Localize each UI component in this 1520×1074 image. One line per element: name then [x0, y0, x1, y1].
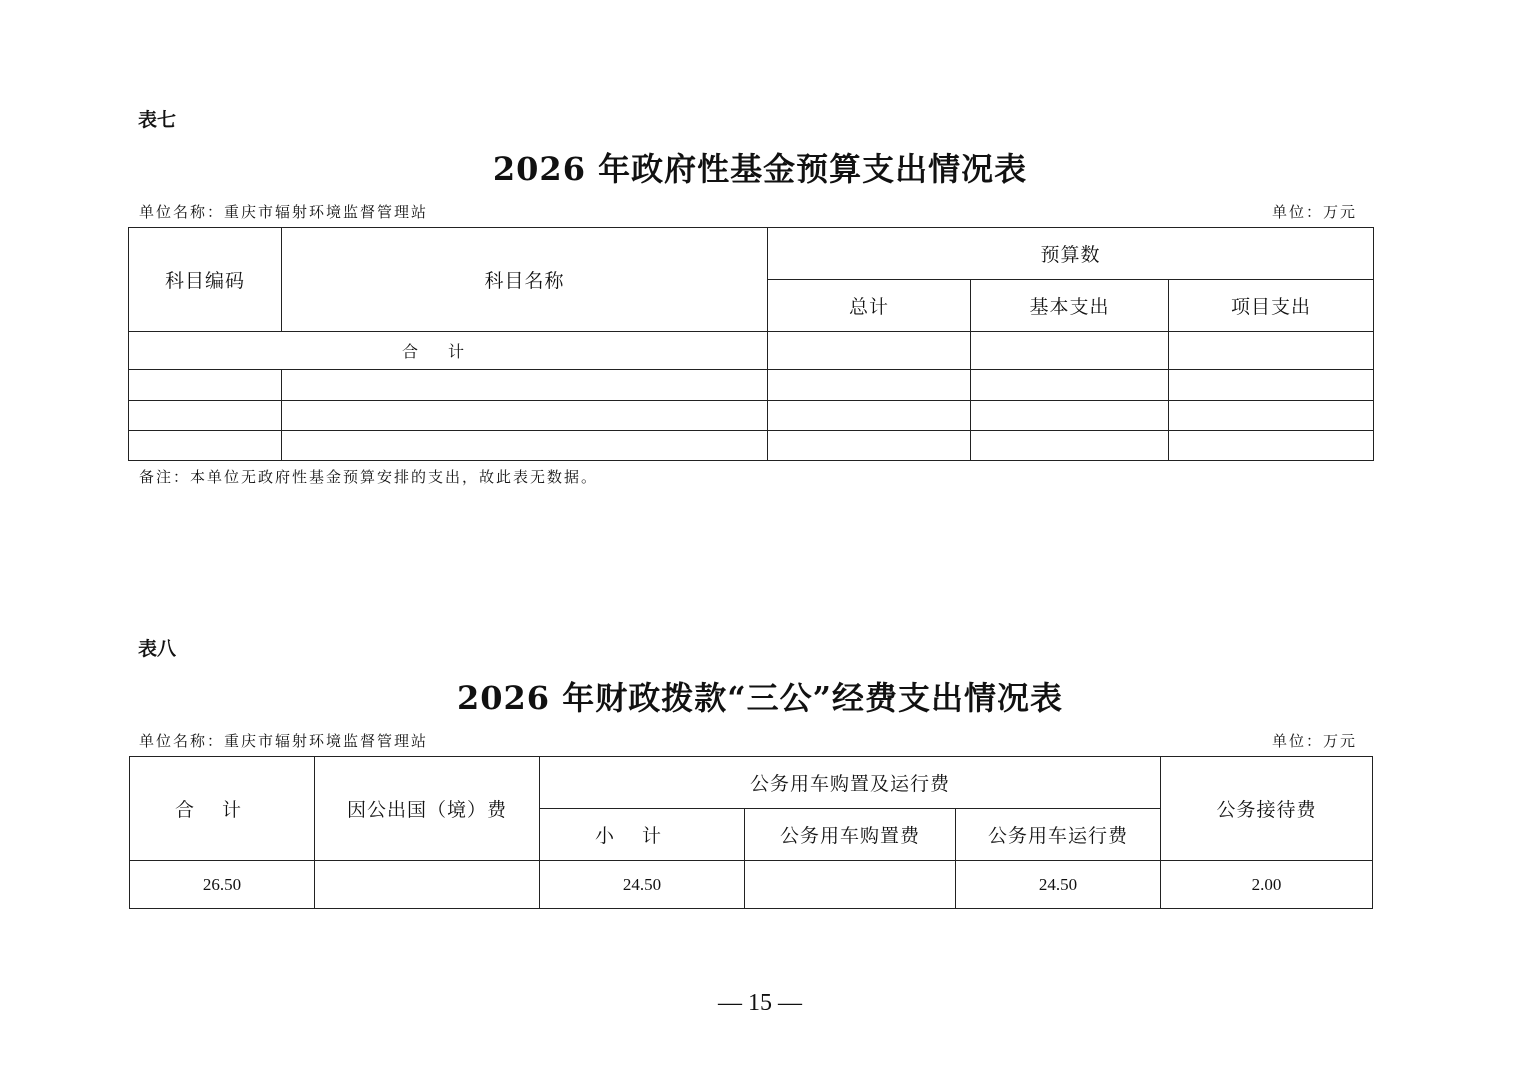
- table-cell: [1169, 431, 1374, 461]
- table8-value-abroad: [315, 861, 540, 909]
- table-row: [129, 401, 1374, 431]
- table8-header-abroad: 因公出国（境）费: [315, 757, 540, 861]
- table-row: [130, 861, 1373, 909]
- table8-value-total: 26.50: [130, 861, 315, 909]
- table8-value-reception: 2.00: [1161, 861, 1373, 909]
- table8-header-purchase: 公务用车购置费: [745, 809, 956, 861]
- table-row: [129, 431, 1374, 461]
- table-cell: [768, 401, 971, 431]
- table7-project-value: [1169, 332, 1374, 370]
- table8-value-purchase: [745, 861, 956, 909]
- table8-value-subtotal: 24.50: [540, 861, 745, 909]
- table7-unit: 单位：万元: [1272, 203, 1358, 221]
- table8-value-operation: 24.50: [956, 861, 1161, 909]
- table7-total-label: 合计: [129, 332, 768, 370]
- table-cell: [282, 370, 768, 401]
- table7-label: 表七: [138, 109, 177, 131]
- table7-header-project: 项目支出: [1169, 280, 1374, 332]
- table8-header-total: 合计: [130, 757, 315, 861]
- table-cell: [971, 401, 1169, 431]
- table8-grid: [129, 756, 1373, 909]
- table7-basic-value: [971, 332, 1169, 370]
- table7-header-total: 总计: [768, 280, 971, 332]
- table-cell: [768, 431, 971, 461]
- table-cell: [129, 370, 282, 401]
- table8-label: 表八: [138, 638, 177, 660]
- table-cell: [1169, 370, 1374, 401]
- table8-unit: 单位：万元: [1272, 732, 1358, 750]
- table-cell: [971, 431, 1169, 461]
- table7-total-value: [768, 332, 971, 370]
- table8-header-vehicle: 公务用车购置及运行费: [540, 757, 1161, 809]
- table-row: [129, 370, 1374, 401]
- table-cell: [971, 370, 1169, 401]
- table8-header-reception: 公务接待费: [1161, 757, 1373, 861]
- table7-header-name: 科目名称: [282, 228, 768, 332]
- table-cell: [768, 370, 971, 401]
- table8-unit-name: 单位名称：重庆市辐射环境监督管理站: [139, 732, 429, 750]
- table8-title: 2026 年财政拨款“三公”经费支出情况表: [456, 679, 1064, 717]
- table7-header-basic: 基本支出: [971, 280, 1169, 332]
- table-cell: [129, 401, 282, 431]
- table-cell: [1169, 401, 1374, 431]
- table-cell: [282, 431, 768, 461]
- table8-header-operation: 公务用车运行费: [956, 809, 1161, 861]
- table7-note: 备注：本单位无政府性基金预算安排的支出，故此表无数据。: [139, 468, 599, 486]
- table7-total-row: [129, 332, 1374, 370]
- table-cell: [282, 401, 768, 431]
- table7-title: 2026 年政府性基金预算支出情况表: [492, 150, 1028, 188]
- table7-unit-name: 单位名称：重庆市辐射环境监督管理站: [139, 203, 429, 221]
- page-number: — 15 —: [718, 990, 802, 1016]
- table7-header-code: 科目编码: [129, 228, 282, 332]
- table7-header-budget: 预算数: [768, 228, 1374, 280]
- table8-header-subtotal: 小计: [540, 809, 745, 861]
- table-cell: [129, 431, 282, 461]
- table7-grid: [128, 227, 1374, 461]
